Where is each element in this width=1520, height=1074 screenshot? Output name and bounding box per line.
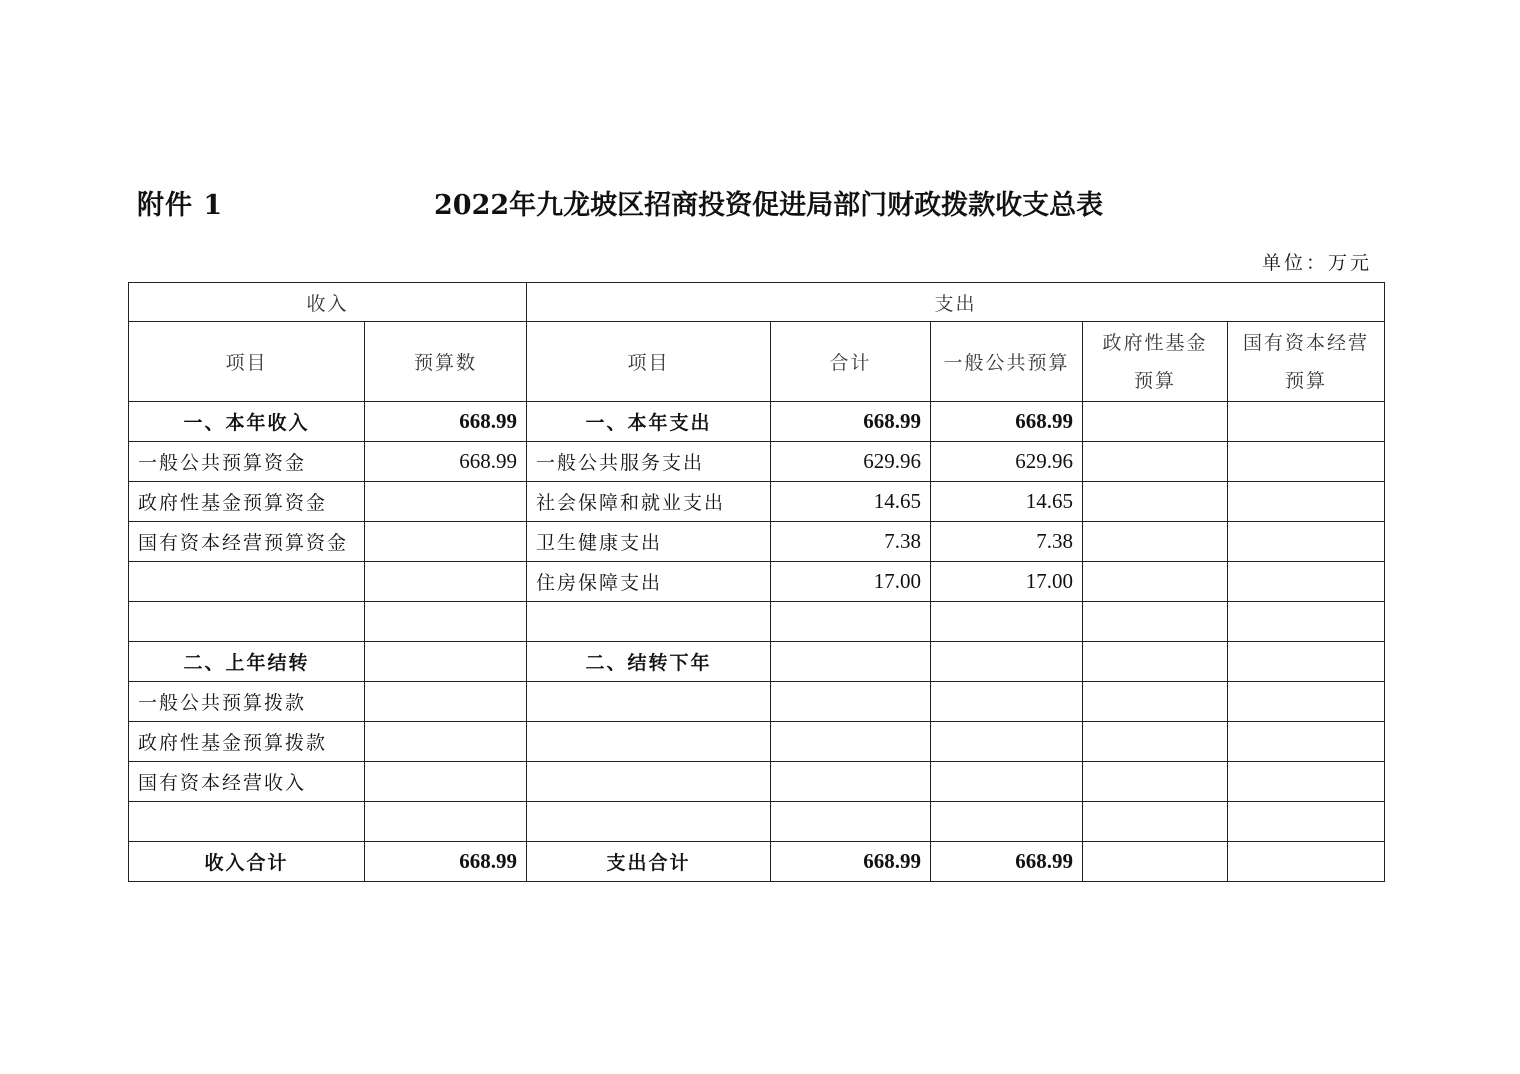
income-amount [365, 482, 527, 522]
income-item [129, 802, 365, 842]
totals-row [129, 842, 1385, 882]
unit-label: 单位：万元 [1261, 252, 1372, 274]
expense-total [771, 682, 931, 722]
income-amount [365, 562, 527, 602]
income-amount [365, 762, 527, 802]
expense-fund [1083, 762, 1228, 802]
expense-total-label: 支出合计 [527, 842, 771, 882]
income-amount: 668.99 [365, 402, 527, 442]
table-row [129, 682, 1385, 722]
col-state-capital-line2: 预算 [1285, 369, 1328, 392]
expense-fund-total [1083, 842, 1228, 882]
col-expense-item: 项目 [527, 322, 771, 402]
table-row [129, 442, 1385, 482]
expense-total [771, 762, 931, 802]
income-section-header: 收入 [129, 283, 527, 322]
expense-capital [1228, 682, 1385, 722]
expense-general-total: 668.99 [931, 842, 1083, 882]
col-income-budget: 预算数 [365, 322, 527, 402]
income-amount [365, 642, 527, 682]
expense-capital [1228, 602, 1385, 642]
expense-fund [1083, 802, 1228, 842]
expense-general: 668.99 [931, 402, 1083, 442]
col-state-capital-line1: 国有资本经营 [1243, 331, 1370, 354]
expense-capital [1228, 722, 1385, 762]
expense-general [931, 642, 1083, 682]
expense-total [771, 642, 931, 682]
expense-capital [1228, 402, 1385, 442]
expense-fund [1083, 402, 1228, 442]
income-item: 国有资本经营预算资金 [129, 522, 365, 562]
expense-fund [1083, 442, 1228, 482]
income-item: 一般公共预算拨款 [129, 682, 365, 722]
table-row [129, 802, 1385, 842]
expense-capital-total [1228, 842, 1385, 882]
col-gov-fund-line2: 预算 [1134, 369, 1177, 392]
income-amount [365, 722, 527, 762]
table-row [129, 402, 1385, 442]
column-header-row [129, 322, 1385, 402]
table-row [129, 762, 1385, 802]
income-item: 政府性基金预算拨款 [129, 722, 365, 762]
expense-item: 住房保障支出 [527, 562, 771, 602]
expense-total [771, 802, 931, 842]
expense-capital [1228, 562, 1385, 602]
expense-item [527, 762, 771, 802]
income-item: 一般公共预算资金 [129, 442, 365, 482]
income-amount [365, 602, 527, 642]
table-row [129, 482, 1385, 522]
expense-capital [1228, 522, 1385, 562]
col-total: 合计 [771, 322, 931, 402]
expense-item [527, 602, 771, 642]
expense-general [931, 682, 1083, 722]
expense-item: 一般公共服务支出 [527, 442, 771, 482]
expense-general [931, 602, 1083, 642]
table-row [129, 562, 1385, 602]
expense-item: 二、结转下年 [527, 642, 771, 682]
expense-fund [1083, 722, 1228, 762]
expense-item [527, 802, 771, 842]
income-item [129, 602, 365, 642]
income-item: 国有资本经营收入 [129, 762, 365, 802]
expense-general: 14.65 [931, 482, 1083, 522]
section-header-row [129, 283, 1385, 322]
income-item: 二、上年结转 [129, 642, 365, 682]
expense-fund [1083, 642, 1228, 682]
expense-fund [1083, 482, 1228, 522]
col-general-budget: 一般公共预算 [931, 322, 1083, 402]
expense-total: 629.96 [771, 442, 931, 482]
expense-item [527, 722, 771, 762]
table-row [129, 522, 1385, 562]
income-total-amount: 668.99 [365, 842, 527, 882]
income-amount: 668.99 [365, 442, 527, 482]
expense-general: 7.38 [931, 522, 1083, 562]
expense-total: 668.99 [771, 402, 931, 442]
income-total-label: 收入合计 [129, 842, 365, 882]
income-item [129, 562, 365, 602]
expense-capital [1228, 762, 1385, 802]
expense-fund [1083, 522, 1228, 562]
page-title: 2022年九龙坡区招商投资促进局部门财政拨款收支总表 [434, 190, 1104, 221]
income-item: 一、本年收入 [129, 402, 365, 442]
col-state-capital [1228, 322, 1385, 402]
expense-general [931, 802, 1083, 842]
expense-capital [1228, 802, 1385, 842]
expense-general [931, 722, 1083, 762]
income-amount [365, 682, 527, 722]
expense-total-amount: 668.99 [771, 842, 931, 882]
expense-capital [1228, 442, 1385, 482]
col-gov-fund [1083, 322, 1228, 402]
col-income-item: 项目 [129, 322, 365, 402]
expense-section-header: 支出 [527, 283, 1385, 322]
expense-general: 629.96 [931, 442, 1083, 482]
expense-item: 一、本年支出 [527, 402, 771, 442]
attachment-label: 附件 1 [137, 190, 224, 221]
table-row [129, 642, 1385, 682]
expense-total [771, 722, 931, 762]
expense-fund [1083, 602, 1228, 642]
col-gov-fund-line1: 政府性基金 [1102, 331, 1208, 354]
expense-total: 14.65 [771, 482, 931, 522]
table-row [129, 722, 1385, 762]
expense-total [771, 602, 931, 642]
table-row [129, 602, 1385, 642]
expense-capital [1228, 482, 1385, 522]
expense-total: 17.00 [771, 562, 931, 602]
expense-total: 7.38 [771, 522, 931, 562]
expense-item: 卫生健康支出 [527, 522, 771, 562]
budget-summary-table [128, 282, 1385, 882]
expense-fund [1083, 682, 1228, 722]
expense-fund [1083, 562, 1228, 602]
expense-capital [1228, 642, 1385, 682]
expense-general: 17.00 [931, 562, 1083, 602]
income-amount [365, 522, 527, 562]
income-item: 政府性基金预算资金 [129, 482, 365, 522]
expense-general [931, 762, 1083, 802]
expense-item: 社会保障和就业支出 [527, 482, 771, 522]
expense-item [527, 682, 771, 722]
income-amount [365, 802, 527, 842]
